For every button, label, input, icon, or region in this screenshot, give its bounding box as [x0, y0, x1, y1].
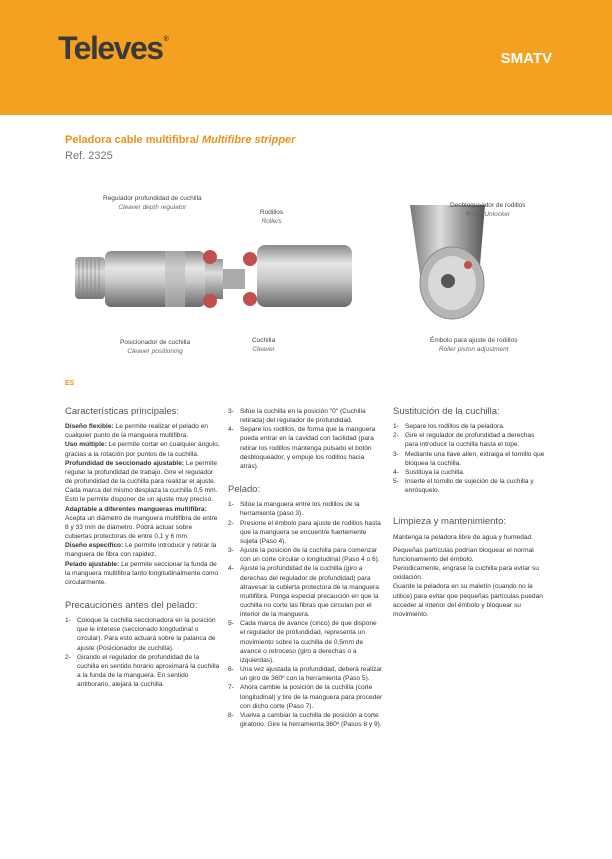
list-item: 5- Cada marca de avance (cinco) de que dispone el regulador de profundidad, representa un movimiento sobre la cuchilla de 0,5mm de avance o retroceso (giro a derechas o a izquierdas). [228, 620, 377, 664]
list-item: 1- Coloque la cuchilla seccionadora en la posición que le interese (seccionado longitudinal o circular). Para esto actuará sobre la palanca de ajuste (Posicionador de cuchilla). [65, 617, 216, 652]
language-tag: ES [65, 380, 75, 387]
list-item: 1- Sitúe la manguera entre los rodillos de la herramienta (paso 3). [228, 501, 360, 518]
label-roller-unlocker: Desbloqueador de rodillos Roller Unlocker [450, 202, 526, 218]
feature-item: Pelado ajustable: Le permite seccionar la funda de la manguera multifibra tanto longitudinalmente como circularmente. [65, 560, 219, 586]
feature-item: Diseño específico: Le permite introducir y retirar la manguera de fibra con rapidez. [65, 542, 217, 559]
list-item: 8- Vuelva a cambiar la cuchilla de posición a corte giratorio. Gire la herramienta 360º (Pasos 8 y 9). [228, 711, 382, 728]
list-item: 1- Separe los rodillos de la peladora. [393, 423, 505, 431]
roller-icon [243, 292, 257, 306]
maintenance-paragraph: Periodicamente, engrase la cuchilla para evitar su oxidación. [393, 565, 539, 582]
maintenance-paragraph: Mantenga la peladora libre de agua y humedad. [393, 533, 534, 541]
stripping-heading: Pelado: [228, 484, 261, 496]
column-left [65, 407, 220, 689]
list-item: 6- Una vez ajustada la profundidad, deberá realizar un giro de 360º con la herramienta (Paso 5). [228, 666, 383, 683]
maintenance-heading: Limpieza y mantenimiento: [393, 516, 506, 528]
televes-logo: Televes® [58, 30, 168, 66]
stripping-list [228, 500, 383, 729]
list-item: 4- Ajuste la profundidad de la cuchilla (giro a derechas del regulador de profundidad) para atravesar la cubierta protectora de la manguera multifibra. Ponga especial precaución en que la cuchilla no corte las fibras que circulan por el interior de la manguera. [228, 565, 379, 619]
features-list [65, 422, 220, 587]
detail-illustration [400, 205, 495, 325]
unlocker-button-icon [464, 261, 472, 269]
roller-icon [203, 294, 217, 308]
replacement-heading: Sustitución de la cuchilla: [393, 406, 500, 417]
feature-item: Adaptable a diferentes mangueras multifibra: Acepta un diámetro de manguera multifibra de entre 8 y 33 mm de diámetro. Podrá actuar sobre cubiertas protectoras de entre 0,1 y 6 mm. [65, 505, 218, 541]
precautions-list-cont [228, 407, 383, 471]
column-right [393, 407, 548, 619]
precautions-heading: Precauciones antes del pelado: [65, 599, 198, 611]
section-tag: SMATV [500, 50, 552, 67]
list-item: 2- Presione el émbolo para ajuste de rodillos hasta que la manguera se encuentre fuertemente sujeta (Paso 4). [228, 519, 381, 545]
list-item: 2- Gire el regulador de profundidad a derechas para introducir la cuchilla hasta el tope. [393, 432, 535, 449]
list-item: 7- Ahora cambie la posición de la cuchilla (corte longitudinal) y tire de la manguera para proceder con dicho corte (Paso 7). [228, 684, 383, 710]
piston-cylinder [257, 245, 352, 307]
feature-item: Uso múltiple: Le permite cortar en cualquier ángulo, gracias a la rotación por puntos de la cuchilla. [65, 441, 220, 458]
maintenance-paragraph: Guarde la peladora en su maletín (cuando no la utilice) para evitar que pequeñas partículas puedan acceder al interior del émbolo y bloquear su movimiento. [393, 583, 543, 618]
knurled-knob [75, 257, 105, 299]
label-cleaver: Cuchilla Cleaver [252, 337, 276, 353]
label-cleaver-positioning: Posicionador de cuchilla Cleaver positioning [120, 339, 191, 355]
list-item: 3- Mediante una llave allen, extraiga el tornillo que bloquea la cuchilla. [393, 450, 545, 467]
list-item: 4- Sustituya la cuchilla. [393, 468, 465, 476]
label-roller-piston: Émbolo para ajuste de rodillos Roller piston adjustment [430, 337, 518, 353]
label-depth-regulator: Regulador profundidad de cuchilla Cleaver depth regulator [103, 195, 202, 211]
product-ref: Ref. 2325 [65, 150, 113, 162]
features-heading: Características principales: [65, 406, 180, 417]
replacement-list [393, 422, 548, 495]
feature-item: Diseño flexible: Le permite realizar el pelado en cualquier punto de la manguera multifibra. [65, 423, 208, 440]
maintenance-paragraph: Pequeñas partículas podrían bloquear el normal funcionamiento del émbolo. [393, 546, 534, 563]
list-item: 4- Separe los rodillos, de forma que la manguera pueda entrar en la cavidad con facilidad (para retirar los rodillos mantenga pulsado el botón desbloqueador, y empuje los rodillos hacia atrás). [228, 426, 376, 470]
feature-item: Profundidad de seccionado ajustable: Le permite regular la profundidad de trabajo. Gire el regulador de profundidad de la cuchilla para realizar el ajuste. Cada marca del mismo desplaza la cuchilla 0,5 mm. Esto le permite disponer de un ajuste muy preciso. [65, 459, 218, 504]
list-item: 2- Girando el regulador de profundidad de la cuchilla en sentido horario aproximará la cuchilla a la funda de la manguera. En sentido antihorario, alejará la cuchilla. [65, 653, 220, 689]
column-middle [228, 407, 383, 729]
product-title: Peladora cable multifibra/ Multifibre stripper [65, 134, 296, 146]
roller-icon [203, 250, 217, 264]
header-banner [0, 0, 612, 115]
list-item: 3- Ajuste la posición de la cuchilla para comenzar con un corte circular o longitudinal (Paso 4 o 6). [228, 547, 380, 564]
main-body [105, 251, 205, 307]
precautions-list [65, 616, 220, 689]
list-item: 5- Inserte el tornillo de sujeción de la cuchilla y enrósquelo. [393, 478, 534, 495]
label-rollers: Rodillos Rollers [260, 209, 284, 225]
roller-icon [243, 252, 257, 266]
list-item: 3- Sitúe la cuchilla en la posición "0" (Cuchilla retirada) del regulador de profundidad. [228, 408, 366, 425]
stripper-illustration [65, 225, 365, 330]
